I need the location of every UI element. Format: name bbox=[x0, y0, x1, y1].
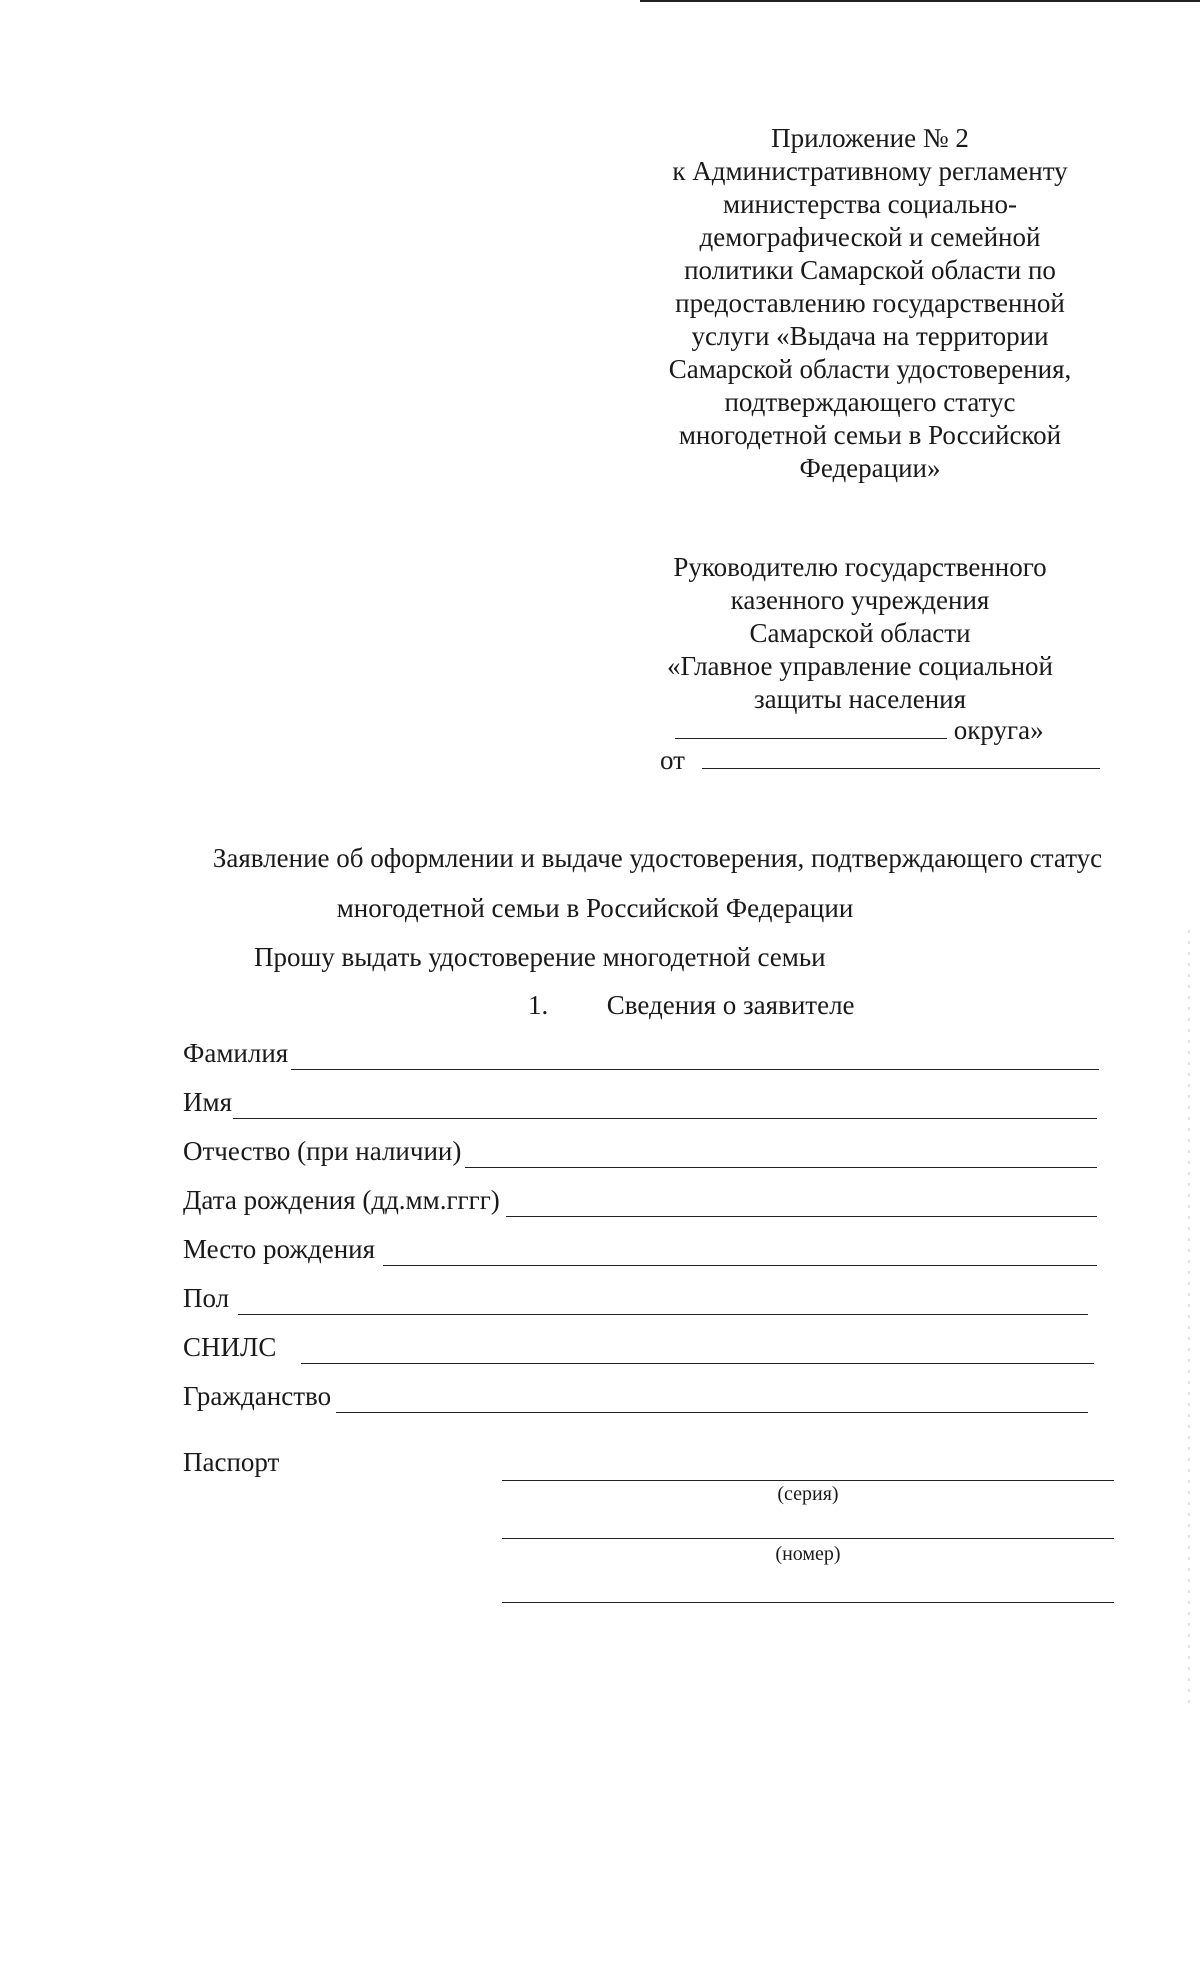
appendix-line: услуги «Выдача на территории bbox=[691, 321, 1049, 351]
field-label: СНИЛС bbox=[183, 1332, 277, 1362]
appendix-line: Самарской области удостоверения, bbox=[668, 354, 1072, 384]
field-label: Дата рождения (дд.мм.гггг) bbox=[183, 1185, 500, 1215]
section-title: Сведения о заявителе bbox=[606, 990, 855, 1020]
request-text: Прошу выдать удостоверение многодетной семьи bbox=[254, 942, 826, 972]
field-label: Фамилия bbox=[183, 1038, 289, 1068]
from-label: от bbox=[660, 745, 685, 775]
field-label: Пол bbox=[183, 1283, 230, 1313]
from-row bbox=[660, 745, 1100, 776]
field-label: Место рождения bbox=[183, 1234, 376, 1264]
appendix-line: многодетной семьи в Российской bbox=[678, 420, 1062, 450]
field-line[interactable] bbox=[238, 1314, 1088, 1315]
field-label: Гражданство bbox=[183, 1381, 332, 1411]
field-line[interactable] bbox=[465, 1167, 1097, 1168]
field-surname bbox=[183, 1038, 288, 1069]
addressee-line: Самарской области bbox=[749, 618, 971, 648]
passport-number-line[interactable] bbox=[502, 1538, 1114, 1539]
passport-label: Паспорт bbox=[183, 1447, 280, 1477]
appendix-line: Федерации» bbox=[799, 453, 941, 483]
field-line[interactable] bbox=[336, 1412, 1088, 1413]
addressee-line: Руководителю государственного bbox=[673, 552, 1047, 582]
field-name bbox=[183, 1087, 232, 1118]
okrug-suffix: округа» bbox=[953, 715, 1044, 745]
field-line[interactable] bbox=[506, 1216, 1097, 1217]
okrug-row bbox=[675, 715, 1044, 746]
appendix-line: министерства социально- bbox=[723, 189, 1017, 219]
passport-extra-line[interactable] bbox=[502, 1602, 1114, 1603]
field-patronymic bbox=[183, 1136, 461, 1167]
field-label: Имя bbox=[183, 1087, 233, 1117]
passport-series-line[interactable] bbox=[502, 1480, 1114, 1481]
field-line[interactable] bbox=[383, 1265, 1097, 1266]
field-snils bbox=[183, 1332, 276, 1363]
addressee-block bbox=[655, 551, 1065, 716]
appendix-line: Приложение № 2 bbox=[771, 123, 969, 153]
document-title-line-2: многодетной семьи в Российской Федерации bbox=[336, 893, 854, 923]
section-number: 1. bbox=[528, 990, 549, 1020]
passport-number-caption: (номер) bbox=[775, 1543, 841, 1565]
appendix-line: предоставлению государственной bbox=[675, 288, 1065, 318]
appendix-line: к Административному регламенту bbox=[672, 156, 1068, 186]
appendix-line: демографической и семейной bbox=[699, 222, 1041, 252]
field-citizenship bbox=[183, 1381, 331, 1412]
top-edge-rule bbox=[640, 0, 1200, 2]
appendix-line: политики Самарской области по bbox=[684, 255, 1056, 285]
field-birth-place bbox=[183, 1234, 375, 1265]
addressee-line: «Главное управление социальной bbox=[666, 651, 1053, 681]
field-line[interactable] bbox=[291, 1069, 1099, 1070]
okrug-blank-line[interactable] bbox=[675, 738, 947, 739]
field-line[interactable] bbox=[301, 1363, 1094, 1364]
field-sex bbox=[183, 1283, 229, 1314]
addressee-line: защиты населения bbox=[753, 684, 967, 714]
scan-edge-artifact bbox=[1188, 930, 1190, 1710]
field-birth-date bbox=[183, 1185, 500, 1216]
appendix-header bbox=[640, 122, 1100, 485]
document-title-line-1: Заявление об оформлении и выдаче удостоверения, подтверждающего статус bbox=[212, 843, 1103, 873]
field-line[interactable] bbox=[233, 1118, 1097, 1119]
appendix-line: подтверждающего статус bbox=[724, 387, 1016, 417]
addressee-line: казенного учреждения bbox=[730, 585, 990, 615]
from-blank-line[interactable] bbox=[702, 768, 1100, 769]
field-label: Отчество (при наличии) bbox=[183, 1136, 462, 1166]
section-heading bbox=[528, 990, 855, 1021]
passport-series-caption: (серия) bbox=[777, 1483, 839, 1505]
